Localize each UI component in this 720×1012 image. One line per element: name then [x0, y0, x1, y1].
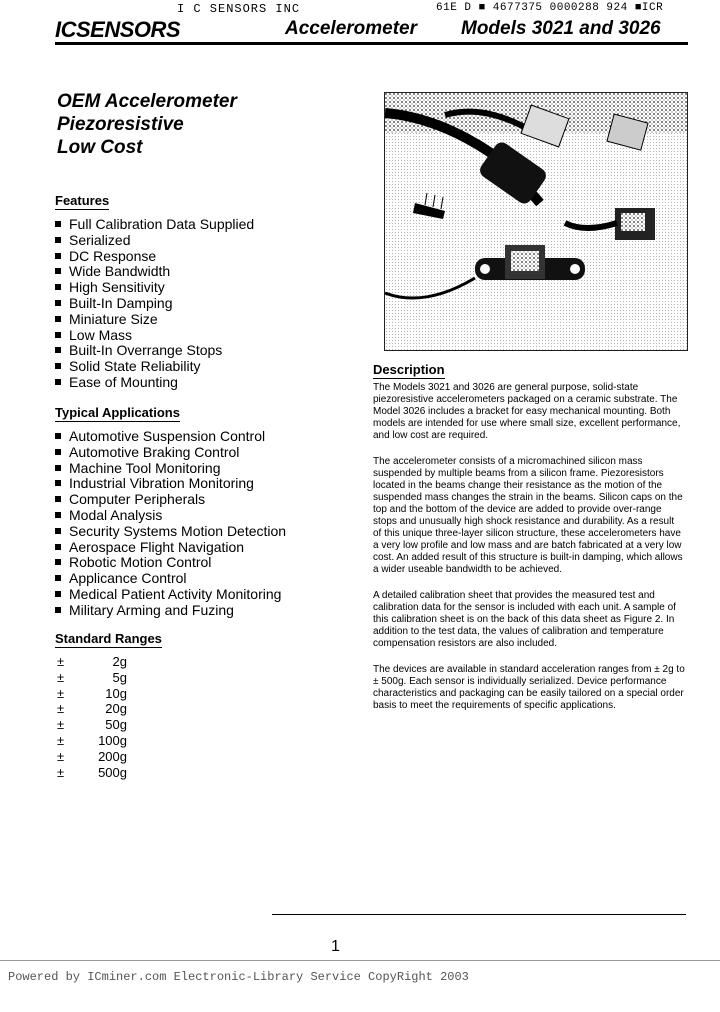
- features-section: [55, 192, 254, 391]
- range-item: [57, 686, 127, 702]
- application-item: Automotive Suspension Control: [55, 429, 286, 445]
- application-item: Aerospace Flight Navigation: [55, 540, 286, 556]
- description-body: [373, 382, 685, 726]
- range-value: 5g: [112, 669, 127, 685]
- feature-item: Wide Bandwidth: [55, 264, 254, 280]
- header-title: Accelerometer: [285, 18, 418, 39]
- header-models: Models 3021 and 3026: [461, 18, 661, 39]
- ranges-heading: Standard Ranges: [55, 631, 162, 646]
- plus-minus-symbol: ±: [57, 701, 65, 717]
- footer-text: Powered by ICminer.com Electronic-Library Service CopyRight 2003: [8, 970, 469, 984]
- feature-item: Serialized: [55, 233, 254, 249]
- applications-section: [55, 404, 286, 619]
- feature-item: Built-In Damping: [55, 296, 254, 312]
- ranges-heading-wrap: [55, 630, 162, 648]
- application-item: Robotic Motion Control: [55, 555, 286, 571]
- range-item: [57, 701, 127, 717]
- plus-minus-symbol: ±: [57, 732, 65, 748]
- description-paragraph-4: The devices are available in standard acceleration ranges from ± 2g to ± 500g. Each sensor is individually serialized. Device performance characteristics and packaging can be easily tailored on a special order basis to meet the requirements of specific applications.: [373, 664, 685, 711]
- title-line-2: Piezoresistive: [57, 114, 184, 135]
- application-item: Machine Tool Monitoring: [55, 461, 286, 477]
- ranges-list: [57, 654, 127, 780]
- feature-item: Full Calibration Data Supplied: [55, 217, 254, 233]
- plus-minus-symbol: ±: [57, 669, 65, 685]
- range-value: 200g: [98, 748, 127, 764]
- product-photo-svg: [385, 93, 687, 350]
- application-item: Automotive Braking Control: [55, 445, 286, 461]
- feature-item: Ease of Mounting: [55, 375, 254, 391]
- range-value: 100g: [98, 732, 127, 748]
- range-value: 50g: [105, 717, 127, 733]
- description-paragraph-2: The accelerometer consists of a micromachined silicon mass suspended by multiple beams from a silicon frame. Piezoresistors located in the beams change their resistance as the motion of the suspended mass changes the strain in the beams. Silicon caps on the top and the bottom of the device are added to provide over-range stops and unusually high shock resistance and durability. As a result of this unique three-layer silicon structure, these accelerometers have a very low profile and low mass and are batch fabricated at a very low cost. An added result of this structure is built-in damping, which allows a wider useable bandwidth to be achieved.: [373, 456, 683, 575]
- application-item: Computer Peripherals: [55, 492, 286, 508]
- range-value: 20g: [105, 701, 127, 717]
- features-list: [55, 217, 254, 391]
- feature-item: Built-In Overrange Stops: [55, 343, 254, 359]
- feature-item: Low Mass: [55, 328, 254, 344]
- scan-stamp-company: I C SENSORS INC: [177, 2, 301, 16]
- applications-heading: Typical Applications: [55, 405, 180, 420]
- product-photo: [384, 92, 688, 351]
- company-logo: ICSENSORS: [55, 17, 181, 42]
- applications-list: [55, 429, 286, 619]
- application-item: Security Systems Motion Detection: [55, 524, 286, 540]
- bottom-rule: [272, 914, 686, 915]
- application-item: Industrial Vibration Monitoring: [55, 476, 286, 492]
- description-heading: Description: [373, 362, 445, 377]
- range-item: [57, 670, 127, 686]
- description-paragraph-1: The Models 3021 and 3026 are general purpose, solid-state piezoresistive accelerometers packaged on a ceramic substrate. The Model 3026 includes a bracket for easy mechanical mounting. Both models are intended for use where small size, excellent performance, and low cost are required.: [373, 382, 681, 441]
- plus-minus-symbol: ±: [57, 717, 65, 733]
- range-value: 500g: [98, 764, 127, 780]
- footer-rule: [0, 960, 720, 961]
- scan-stamp-codes: 61E D ■ 4677375 0000288 924 ■ICR: [436, 2, 664, 14]
- plus-minus-symbol: ±: [57, 748, 65, 764]
- range-item: [57, 749, 127, 765]
- range-item: [57, 733, 127, 749]
- application-item: Applicance Control: [55, 571, 286, 587]
- feature-item: Solid State Reliability: [55, 359, 254, 375]
- plus-minus-symbol: ±: [57, 685, 65, 701]
- header-rule: [55, 42, 688, 45]
- range-item: [57, 765, 127, 781]
- range-item: [57, 654, 127, 670]
- feature-item: Miniature Size: [55, 312, 254, 328]
- features-heading: Features: [55, 193, 110, 208]
- page-title: [57, 90, 237, 159]
- application-item: Military Arming and Fuzing: [55, 603, 286, 619]
- range-value: 10g: [105, 685, 127, 701]
- feature-item: High Sensitivity: [55, 280, 254, 296]
- range-value: 2g: [112, 654, 127, 669]
- plus-minus-symbol: ±: [57, 764, 65, 780]
- description-paragraph-3: A detailed calibration sheet that provides the measured test and calibration data for the sensor is included with each unit. A sample of this calibration sheet is on the back of this data sheet as Figure 2. In addition to the test data, the values of calibration and temperature compensation resistors are also included.: [373, 590, 676, 649]
- application-item: Medical Patient Activity Monitoring: [55, 587, 286, 603]
- title-line-1: OEM Accelerometer: [57, 91, 237, 112]
- feature-item: DC Response: [55, 249, 254, 265]
- range-item: [57, 717, 127, 733]
- plus-minus-symbol: ±: [57, 654, 65, 669]
- application-item: Modal Analysis: [55, 508, 286, 524]
- page-number: 1: [331, 938, 340, 955]
- description-heading-wrap: [373, 361, 445, 379]
- title-line-3: Low Cost: [57, 137, 143, 158]
